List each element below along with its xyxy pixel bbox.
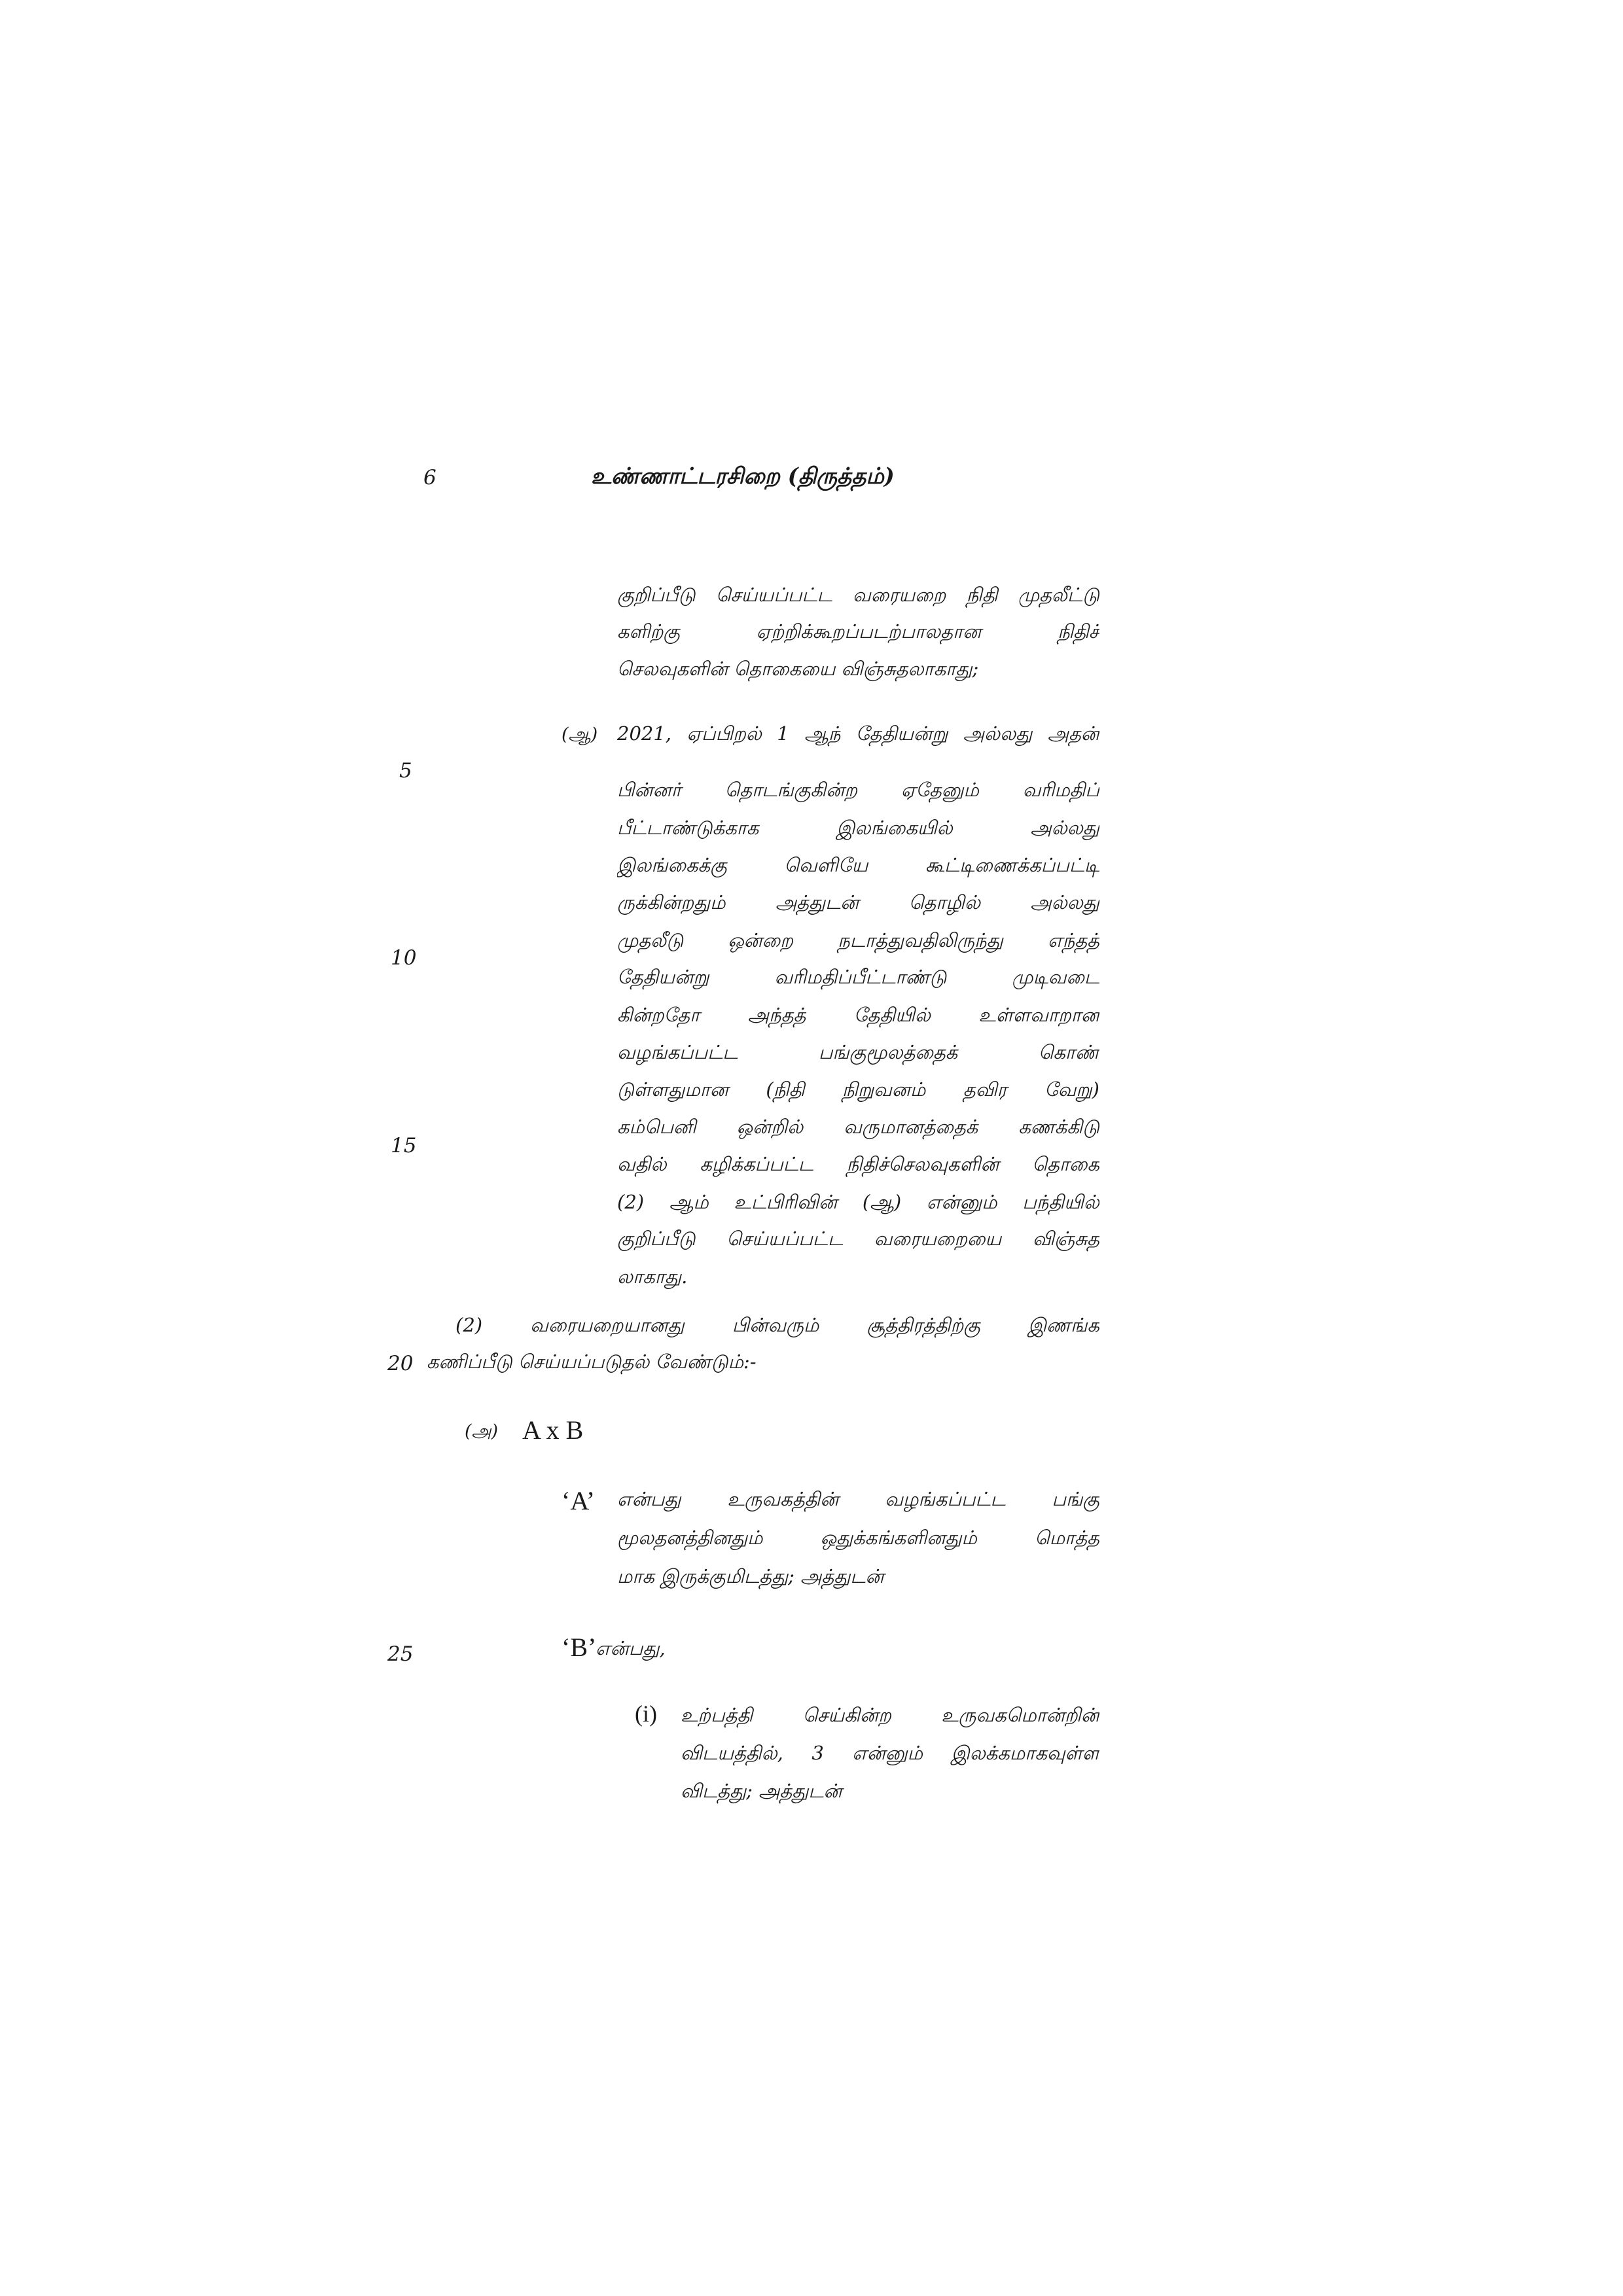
text-line: வழங்கப்பட்ட பங்குமூலத்தைக் கொண் <box>617 1041 1099 1063</box>
clause-marker: (ஆ) <box>562 724 598 745</box>
line-number: 15 <box>391 1134 417 1157</box>
text-line: தேதியன்று வரிமதிப்பீட்டாண்டு முடிவடை <box>617 966 1099 988</box>
text-line: மூலதனத்தினதும் ஒதுக்கங்களினதும் மொத்த <box>617 1527 1099 1549</box>
text-line: வதில் கழிக்கப்பட்ட நிதிச்செலவுகளின் தொகை <box>617 1153 1099 1175</box>
text-line: முதலீடு ஒன்றை நடாத்துவதிலிருந்து எந்தத் <box>617 929 1099 951</box>
text-line: டுள்ளதுமான (நிதி நிறுவனம் தவிர வேறு) <box>617 1078 1099 1101</box>
text-line: குறிப்பீடு செய்யப்பட்ட வரையறை நிதி முதலீட்டு <box>617 584 1099 606</box>
text-line: கம்பெனி ஒன்றில் வருமானத்தைக் கணக்கிடு <box>617 1116 1099 1138</box>
text-line: 2021, ஏப்பிறல் 1 ஆந் தேதியன்று அல்லது அதன் <box>617 722 1099 745</box>
text-line: களிற்கு ஏற்றிக்கூறப்படற்பாலதான நிதிச் <box>617 620 1099 643</box>
text-line: லாகாது. <box>617 1265 688 1288</box>
text-line: செலவுகளின் தொகையை விஞ்சுதலாகாது; <box>617 658 979 680</box>
text-line: (2) வரையறையானது பின்வரும் சூத்திரத்திற்கு இணங்க <box>455 1314 1099 1336</box>
text-line: ருக்கின்றதும் அத்துடன் தொழில் அல்லது <box>617 891 1099 913</box>
line-number: 25 <box>387 1642 414 1666</box>
text-line: மாக இருக்குமிடத்து; அத்துடன் <box>617 1565 884 1587</box>
page-title: உண்ணாட்டரசிறை (திருத்தம்) <box>591 463 895 489</box>
page-number: 6 <box>423 466 437 489</box>
text-line: பீட்டாண்டுக்காக இலங்கையில் அல்லது <box>617 817 1099 839</box>
text-line: விடத்து; அத்துடன் <box>681 1780 842 1802</box>
text-line: என்பது, <box>596 1637 666 1659</box>
text-line: பின்னர் தொடங்குகின்ற ஏதேனும் வரிமதிப் <box>617 779 1099 801</box>
line-number: 20 <box>387 1352 414 1375</box>
definition-label: ‘A’ <box>562 1486 596 1515</box>
text-line: என்பது உருவகத்தின் வழங்கப்பட்ட பங்கு <box>617 1488 1099 1510</box>
formula-marker: (அ) <box>465 1421 499 1441</box>
item-marker: (i) <box>635 1701 657 1727</box>
line-number: 5 <box>399 759 412 783</box>
text-line: இலங்கைக்கு வெளியே கூட்டிணைக்கப்பட்டி <box>617 854 1099 876</box>
definition-label: ‘B’ <box>562 1633 597 1662</box>
text-line: கணிப்பீடு செய்யப்படுதல் வேண்டும்:- <box>427 1351 757 1373</box>
text-line: (2) ஆம் உட்பிரிவின் (ஆ) என்னும் பந்தியில் <box>617 1191 1099 1213</box>
text-line: கின்றதோ அந்தத் தேதியில் உள்ளவாறான <box>617 1004 1099 1026</box>
line-number: 10 <box>391 946 417 970</box>
text-line: உற்பத்தி செய்கின்ற உருவகமொன்றின் <box>681 1704 1099 1726</box>
text-line: விடயத்தில், 3 என்னும் இலக்கமாகவுள்ள <box>681 1742 1099 1764</box>
text-line: குறிப்பீடு செய்யப்பட்ட வரையறையை விஞ்சுத <box>617 1227 1099 1250</box>
formula-expression: A x B <box>522 1415 584 1445</box>
